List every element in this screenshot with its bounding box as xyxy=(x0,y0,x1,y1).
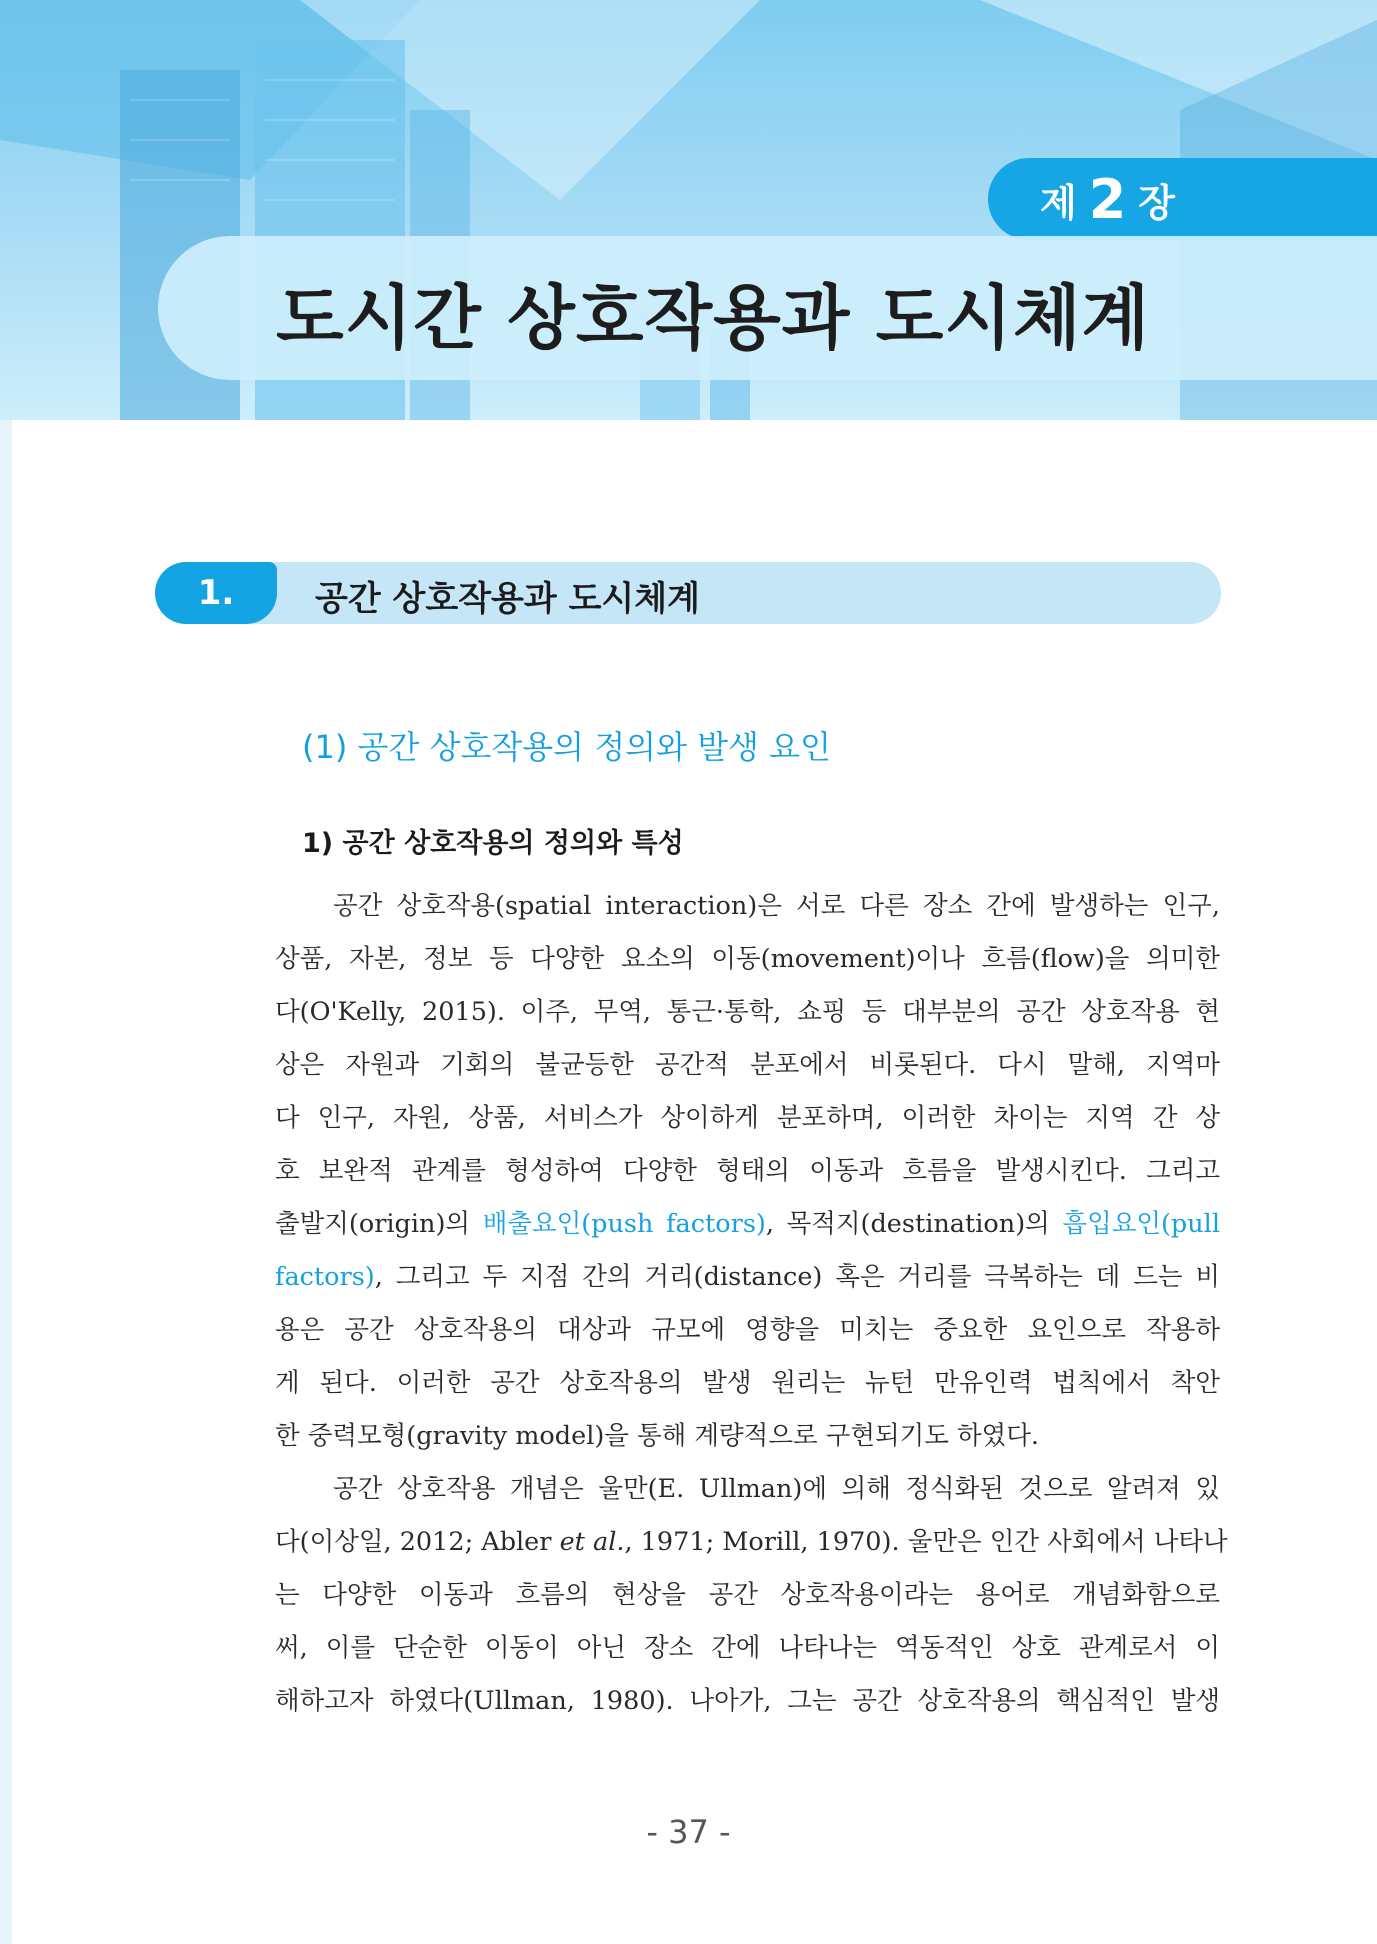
subsection-heading: (1) 공간 상호작용의 정의와 발생 요인 xyxy=(302,728,831,766)
page-margin-strip xyxy=(0,420,12,1944)
chapter-title-bar xyxy=(158,236,1377,380)
body-line: 공간 상호작용 개념은 울만(E. Ullman)에 의해 정식화된 것으로 알려져 있 xyxy=(333,1474,1220,1504)
body-line xyxy=(275,1260,1220,1294)
body-line: 는 다양한 이동과 흐름의 현상을 공간 상호작용이라는 용어로 개념화함으로 xyxy=(275,1580,1220,1610)
body-line xyxy=(275,1525,1228,1559)
chapter-prefix: 제 xyxy=(1040,180,1077,225)
body-line: 용은 공간 상호작용의 대상과 규모에 영향을 미치는 중요한 요인으로 작용하 xyxy=(275,1315,1220,1345)
chapter-title: 도시간 상호작용과 도시체계 xyxy=(276,277,1151,359)
section-heading-bar xyxy=(155,562,1221,624)
body-line: 공간 상호작용(spatial interaction)은 서로 다른 장소 간에 발생하는 인구, xyxy=(333,891,1220,921)
chapter-suffix: 장 xyxy=(1138,180,1176,225)
body-text: , 그리고 두 지점 간의 거리(distance) 혹은 거리를 극복하는 데 드는 비 xyxy=(374,1262,1220,1292)
body-text-italic: et al. xyxy=(559,1527,625,1557)
body-line: 한 중력모형(gravity model)을 통해 계량적으로 구현되기도 하였다. xyxy=(275,1421,1039,1451)
body-line: 써, 이를 단순한 이동이 아닌 장소 간에 나타나는 역동적인 상호 관계로서 이 xyxy=(275,1633,1220,1663)
body-line: 상품, 자본, 정보 등 다양한 요소의 이동(movement)이나 흐름(flow)을 의미한 xyxy=(275,944,1220,974)
body-line: 다 인구, 자원, 상품, 서비스가 상이하게 분포하며, 이러한 차이는 지역 간 상 xyxy=(275,1103,1220,1133)
subsubsection-heading: 1) 공간 상호작용의 정의와 특성 xyxy=(302,828,684,859)
body-text: , 목적지(destination)의 xyxy=(765,1209,1063,1239)
section-number: 1. xyxy=(155,562,277,624)
body-text: 다(이상일, 2012; Abler xyxy=(275,1527,560,1557)
highlight-term-pull-factors-end: factors) xyxy=(275,1262,375,1292)
body-line: 호 보완적 관계를 형성하여 다양한 형태의 이동과 흐름을 발생시킨다. 그리고 xyxy=(275,1156,1220,1186)
highlight-term-pull-factors: 흡입요인(pull xyxy=(1062,1209,1220,1239)
highlight-term-push-factors: 배출요인(push factors) xyxy=(482,1209,766,1239)
chapter-label xyxy=(988,158,1377,240)
body-line: 상은 자원과 기회의 불균등한 공간적 분포에서 비롯된다. 다시 말해, 지역마 xyxy=(275,1050,1220,1080)
body-text: 출발지(origin)의 xyxy=(275,1209,483,1239)
body-line xyxy=(275,1207,1220,1241)
page-number: - 37 - xyxy=(646,1813,731,1851)
body-text: , 1971; Morill, 1970). 울만은 인간 사회에서 나타나 xyxy=(624,1527,1228,1557)
body-line: 게 된다. 이러한 공간 상호작용의 발생 원리는 뉴턴 만유인력 법칙에서 착안 xyxy=(275,1368,1220,1398)
chapter-number: 2 xyxy=(1088,167,1127,231)
body-line: 다(O'Kelly, 2015). 이주, 무역, 통근·통학, 쇼핑 등 대부분의 공간 상호작용 현 xyxy=(275,997,1220,1027)
body-line: 해하고자 하였다(Ullman, 1980). 나아가, 그는 공간 상호작용의 핵심적인 발생 xyxy=(275,1686,1220,1716)
chapter-banner xyxy=(0,0,1377,420)
section-title: 공간 상호작용과 도시체계 xyxy=(315,579,700,619)
